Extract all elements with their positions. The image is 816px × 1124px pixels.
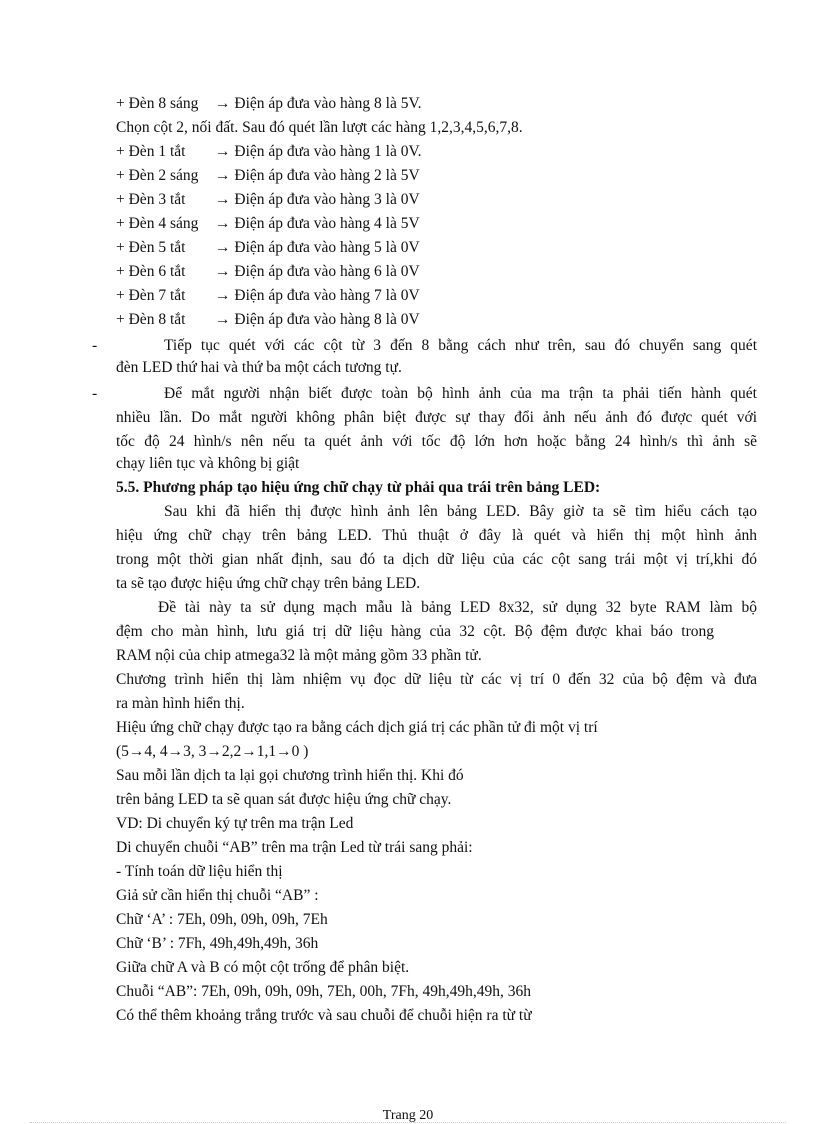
paragraph-line: Hiệu ứng chữ chạy được tạo ra bằng cách dịch giá trị các phần tử đi một vị trí — [116, 719, 598, 736]
paragraph-line: (5→4, 4→3, 3→2,2→1,1→0 ) — [116, 743, 309, 760]
list-item: + Đèn 5 tắt → Điện áp đưa vào hàng 5 là 0V — [116, 239, 420, 256]
arrow-icon: → — [215, 311, 231, 328]
paragraph-line: ta sẽ tạo được hiệu ứng chữ chạy trên bảng LED. — [116, 575, 421, 592]
arrow-icon: → — [215, 263, 231, 280]
list-item: + Đèn 3 tắt → Điện áp đưa vào hàng 3 là 0V — [116, 191, 420, 208]
example-line: Di chuyển chuỗi “AB” trên ma trận Led từ trái sang phải: — [116, 839, 473, 856]
paragraph-line: hiệu ứng chữ chạy trên bảng LED. Thủ thuật ở đây là quét và hiển thị một hình ảnh — [116, 527, 757, 544]
arrow-icon: → — [215, 167, 231, 184]
list-item: + Đèn 8 tắt → Điện áp đưa vào hàng 8 là 0V — [116, 311, 420, 328]
list-item: + Đèn 7 tắt → Điện áp đưa vào hàng 7 là 0V — [116, 287, 420, 304]
paragraph-line: đèn LED thứ hai và thứ ba một cách tương tự. — [116, 359, 402, 376]
paragraph-line: ra màn hình hiển thị. — [116, 695, 245, 712]
example-line: VD: Di chuyển ký tự trên ma trận Led — [116, 815, 354, 832]
paragraph-line: RAM nội của chip atmega32 là một mảng gồm 33 phần tử. — [116, 647, 482, 664]
list-item: + Đèn 6 tắt → Điện áp đưa vào hàng 6 là 0V — [116, 263, 420, 280]
paragraph: Chọn cột 2, nối đất. Sau đó quét lần lượt các hàng 1,2,3,4,5,6,7,8. — [116, 119, 523, 136]
paragraph-line: đệm cho màn hình, lưu giá trị dữ liệu hàng của 32 cột. Bộ đệm được khai báo trong — [116, 623, 714, 640]
paragraph-line: trên bảng LED ta sẽ quan sát được hiệu ứng chữ chạy. — [116, 791, 452, 808]
arrow-icon: → — [215, 191, 231, 208]
paragraph-line: tốc độ 24 hình/s nên nếu ta quét ảnh với tốc độ lớn hơn hoặc bằng 24 hình/s thì ảnh sẽ — [116, 433, 757, 450]
arrow-icon: → — [215, 95, 231, 112]
example-line: Giả sử cần hiển thị chuỗi “AB” : — [116, 887, 319, 904]
list-item: + Đèn 1 tắt → Điện áp đưa vào hàng 1 là 0V. — [116, 143, 422, 160]
bullet-dash: - — [92, 337, 98, 354]
arrow-icon: → — [215, 239, 231, 256]
paragraph-line: Để mắt người nhận biết được toàn bộ hình ảnh của ma trận ta phải tiến hành quét — [164, 385, 757, 402]
arrow-icon: → — [215, 287, 231, 304]
example-line: - Tính toán dữ liệu hiển thị — [116, 863, 283, 880]
example-line: Có thể thêm khoảng trắng trước và sau chuỗi để chuỗi hiện ra từ từ — [116, 1007, 532, 1024]
list-item: + Đèn 2 sáng → Điện áp đưa vào hàng 2 là 5V — [116, 167, 420, 184]
section-heading: 5.5. Phương pháp tạo hiệu ứng chữ chạy từ phải qua trái trên bảng LED: — [116, 479, 601, 496]
example-line: Chữ ‘A’ : 7Eh, 09h, 09h, 09h, 7Eh — [116, 911, 328, 928]
example-line: Chuỗi “AB”: 7Eh, 09h, 09h, 09h, 7Eh, 00h, 7Fh, 49h,49h,49h, 36h — [116, 983, 532, 1000]
bullet-dash: - — [92, 385, 98, 402]
page-number: Trang 20 — [382, 1108, 434, 1123]
list-item: + Đèn 4 sáng → Điện áp đưa vào hàng 4 là 5V — [116, 215, 420, 232]
paragraph-line: trong một thời gian nhất định, sau đó ta dịch dữ liệu của các cột sang trái một vị trí,khi đó — [116, 551, 757, 568]
arrow-icon: → — [215, 215, 231, 232]
paragraph-line: Đề tài này ta sử dụng mạch mẫu là bảng LED 8x32, sử dụng 32 byte RAM làm bộ — [158, 599, 757, 616]
paragraph-line: nhiều lần. Do mắt người không phân biệt được sự thay đổi ảnh nếu ảnh đó được quét với — [116, 409, 757, 426]
paragraph-line: Sau khi đã hiển thị được hình ảnh lên bảng LED. Bây giờ ta sẽ tìm hiểu cách tạo — [164, 503, 757, 520]
example-line: Giữa chữ A và B có một cột trống để phân biệt. — [116, 959, 410, 976]
arrow-icon: → — [215, 143, 231, 160]
paragraph-line: chạy liên tục và không bị giật — [116, 455, 300, 472]
paragraph-line: Tiếp tục quét với các cột từ 3 đến 8 bằng cách như trên, sau đó chuyển sang quét — [164, 337, 757, 354]
paragraph-line: Sau mỗi lần dịch ta lại gọi chương trình hiển thị. Khi đó — [116, 767, 464, 784]
example-line: Chữ ‘B’ : 7Fh, 49h,49h,49h, 36h — [116, 935, 319, 952]
paragraph-line: Chương trình hiển thị làm nhiệm vụ đọc dữ liệu từ các vị trí 0 đến 32 của bộ đệm và đưa — [116, 671, 757, 688]
list-item: + Đèn 8 sáng → Điện áp đưa vào hàng 8 là 5V. — [116, 95, 422, 112]
